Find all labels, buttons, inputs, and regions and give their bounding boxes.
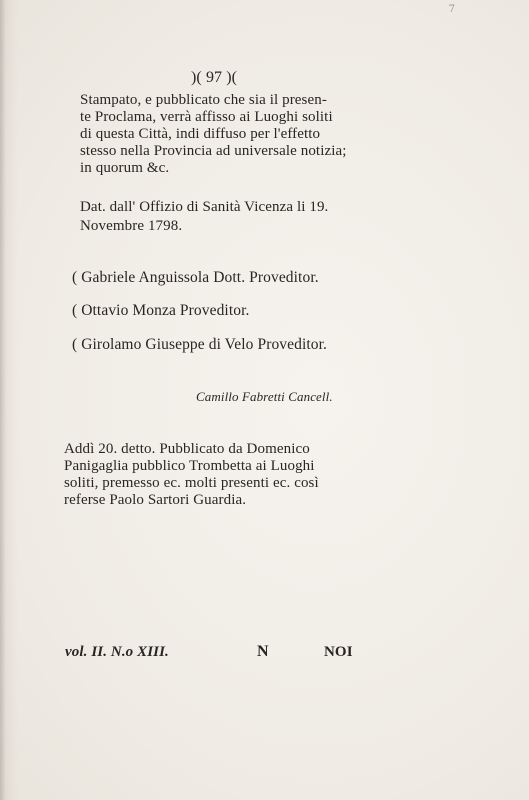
publication-note: [64, 441, 404, 509]
chancellor-signature: Camillo Fabretti Cancell.: [196, 389, 333, 404]
text-line: referse Paolo Sartori Guardia.: [64, 492, 247, 508]
text-line: Panigaglia pubblico Trombetta ai Luoghi: [64, 458, 315, 474]
page-number: )( 97 )(: [191, 69, 238, 86]
text-line: Dat. dall' Offizio di Sanità Vicenza li 19.: [80, 199, 329, 215]
volume-label: vol. II. N.o XIII.: [65, 644, 169, 660]
text-line: Stampato, e pubblicato che sia il presen-: [80, 92, 327, 108]
text-line: stesso nella Provincia ad universale notizia;: [80, 143, 347, 159]
text-line: te Proclama, verrà affisso ai Luoghi soliti: [80, 109, 333, 125]
signatory-1: ( Gabriele Anguissola Dott. Proveditor.: [72, 269, 319, 286]
signatory-3: ( Girolamo Giuseppe di Velo Proveditor.: [72, 336, 328, 353]
catchword: NOI: [324, 644, 353, 660]
corner-mark: 7: [448, 4, 455, 15]
signatory-2: ( Ottavio Monza Proveditor.: [72, 302, 250, 319]
proclamation-paragraph: [80, 92, 400, 177]
text-line: Addì 20. detto. Pubblicato da Domenico: [64, 441, 310, 457]
text-line: di questa Città, indi diffuso per l'effetto: [80, 126, 321, 142]
text-line: soliti, premesso ec. molti presenti ec. così: [64, 475, 319, 491]
text-line: Novembre 1798.: [80, 218, 183, 234]
text-line: in quorum &c.: [80, 160, 170, 176]
date-line: [80, 199, 400, 237]
signature-mark: N: [257, 643, 269, 660]
